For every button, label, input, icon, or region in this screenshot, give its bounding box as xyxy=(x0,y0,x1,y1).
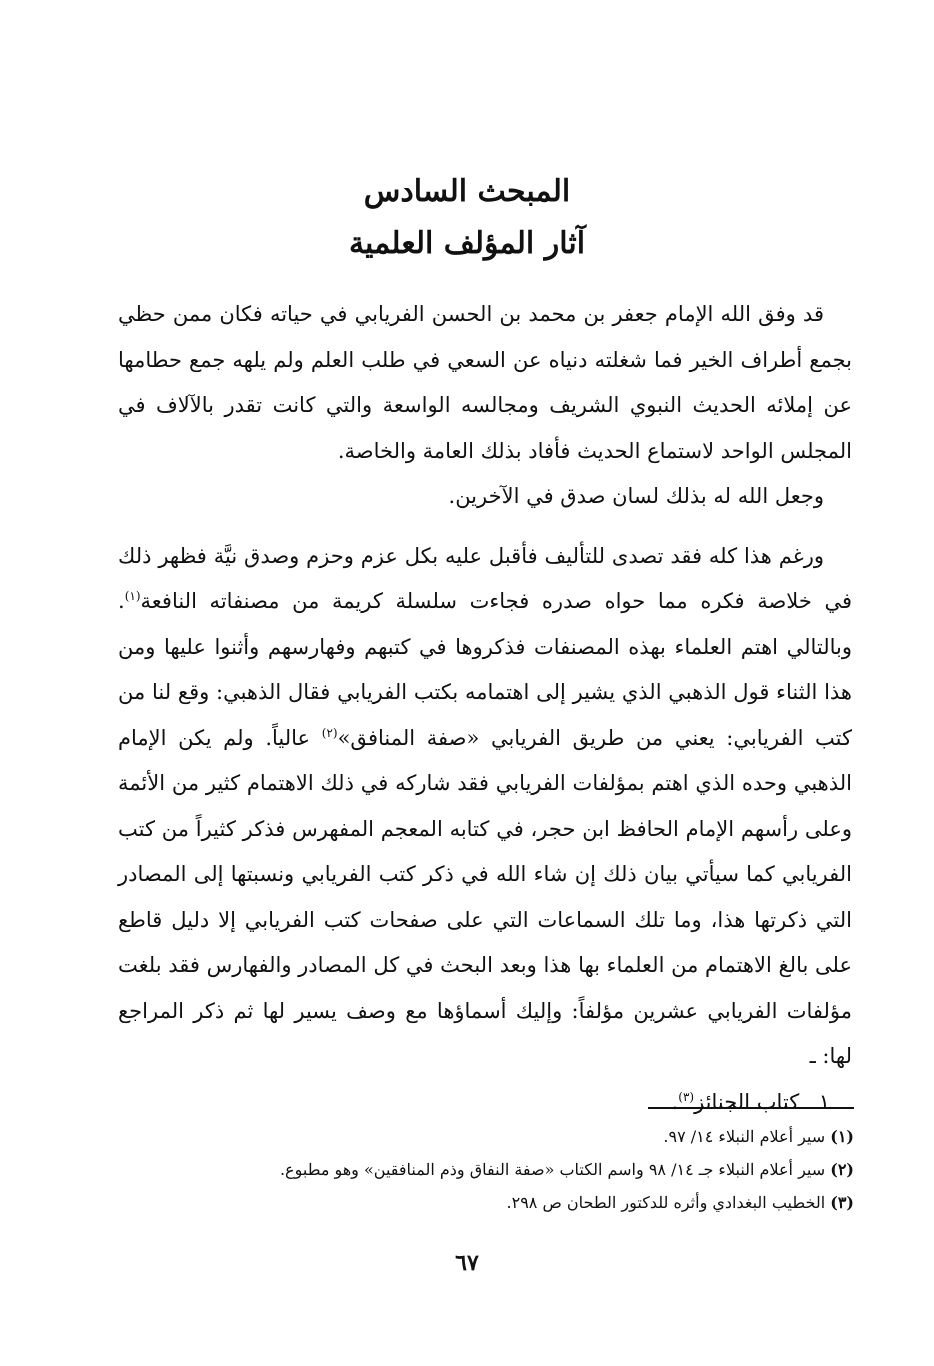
footnote-separator xyxy=(648,1107,854,1109)
paragraph-3-part-c: عالياً. ولم يكن الإمام الذهبي وحده الذي اهتم بمؤلفات الفريابي فقد شاركه في ذلك الاهتمام كثير من الأئمة وعلى رأسهم الإمام الحافظ ابن حجر، في كتابه المعجم المفهرس فذكر كثيراً من كتب الفريابي كما سيأتي بيان ذلك إن شاء الله في ذكر كتب الفريابي ونسبتها إلى المصادر التي ذكرتها هذا، وما تلك السماعات التي على صفحات كتب الفريابي إلا دليل قاطع على بالغ الاهتمام من العلماء بها هذا وبعد البحث في كل المصادر والفهارس فقد بلغت مؤلفات الفريابي عشرين مؤلفاً: وإليك أسماؤها مع وصف يسير لها ثم ذكر المراجع لها: ـ xyxy=(118,725,852,1068)
footnote-1 xyxy=(118,1120,854,1153)
body-text xyxy=(118,292,852,1125)
list-item-1-end: . xyxy=(671,1089,679,1114)
footnotes xyxy=(118,1120,854,1219)
footnote-ref-3: (٣) xyxy=(678,1089,695,1104)
list-item-1 xyxy=(118,1080,852,1126)
footnote-2 xyxy=(118,1153,854,1186)
paragraph-3-part-b: . وبالتالي اهتم العلماء بهذه المصنفات فذكروها في كتبهم وفهارسهم وأثنوا عليها ومن هذا الثناء قول الذهبي الذي يشير إلى اهتمامه بكتب الفريابي فقال الذهبي: وقع لنا من كتب الفريابي: يعني من طريق الفريابي «صفة المنافق» xyxy=(118,589,853,750)
footnote-3 xyxy=(118,1186,854,1219)
section-heading xyxy=(0,166,934,270)
footnote-ref-1: (١) xyxy=(124,589,141,603)
footnote-ref-2: (٢) xyxy=(321,725,338,740)
footnote-2-text: سير أعلام النبلاء جـ ١٤/ ٩٨ واسم الكتاب «صفة النفاق وذم المنافقين» وهو مطبوع. xyxy=(279,1160,826,1179)
footnote-3-text: الخطيب البغدادي وأثره للدكتور الطحان ص ٢٩٨. xyxy=(506,1193,826,1212)
page-number: ٦٧ xyxy=(455,1250,479,1276)
footnote-2-number: (٢) xyxy=(830,1160,854,1179)
footnote-1-number: (١) xyxy=(830,1127,854,1146)
paragraph-2: وجعل الله له بذلك لسان صدق في الآخرين. xyxy=(448,484,824,508)
list-item-1-text: ١ ـ كتاب الجنائز xyxy=(694,1089,830,1114)
footnote-3-number: (٣) xyxy=(830,1193,854,1212)
footnote-1-text: سير أعلام النبلاء ١٤/ ٩٧. xyxy=(663,1127,826,1146)
heading-line-2: آثار المؤلف العلمية xyxy=(348,226,586,261)
paragraph-1: قد وفق الله الإمام جعفر بن محمد بن الحسن الفريابي في حياته فكان ممن حظي بجمع أطراف الخير فما شغلته دنياه عن السعي في طلب العلم ولم يلهه جمع حطامها عن إملائه الحديث النبوي الشريف ومجالسه الواسعة والتي كانت تقدر بالآلاف في المجلس الواحد لاستماع الحديث فأفاد بذلك العامة والخاصة. xyxy=(118,302,852,463)
paragraph-3 xyxy=(118,534,852,1080)
heading-line-1: المبحث السادس xyxy=(363,174,571,209)
paragraph-3-part-a: ورغم هذا كله فقد تصدى للتأليف فأقبل عليه بكل عزم وحزم وصدق نيَّة فظهر ذلك في خلاصة فكره مما حواه صدره فجاءت سلسلة كريمة من مصنفاته النافعة xyxy=(118,543,852,613)
